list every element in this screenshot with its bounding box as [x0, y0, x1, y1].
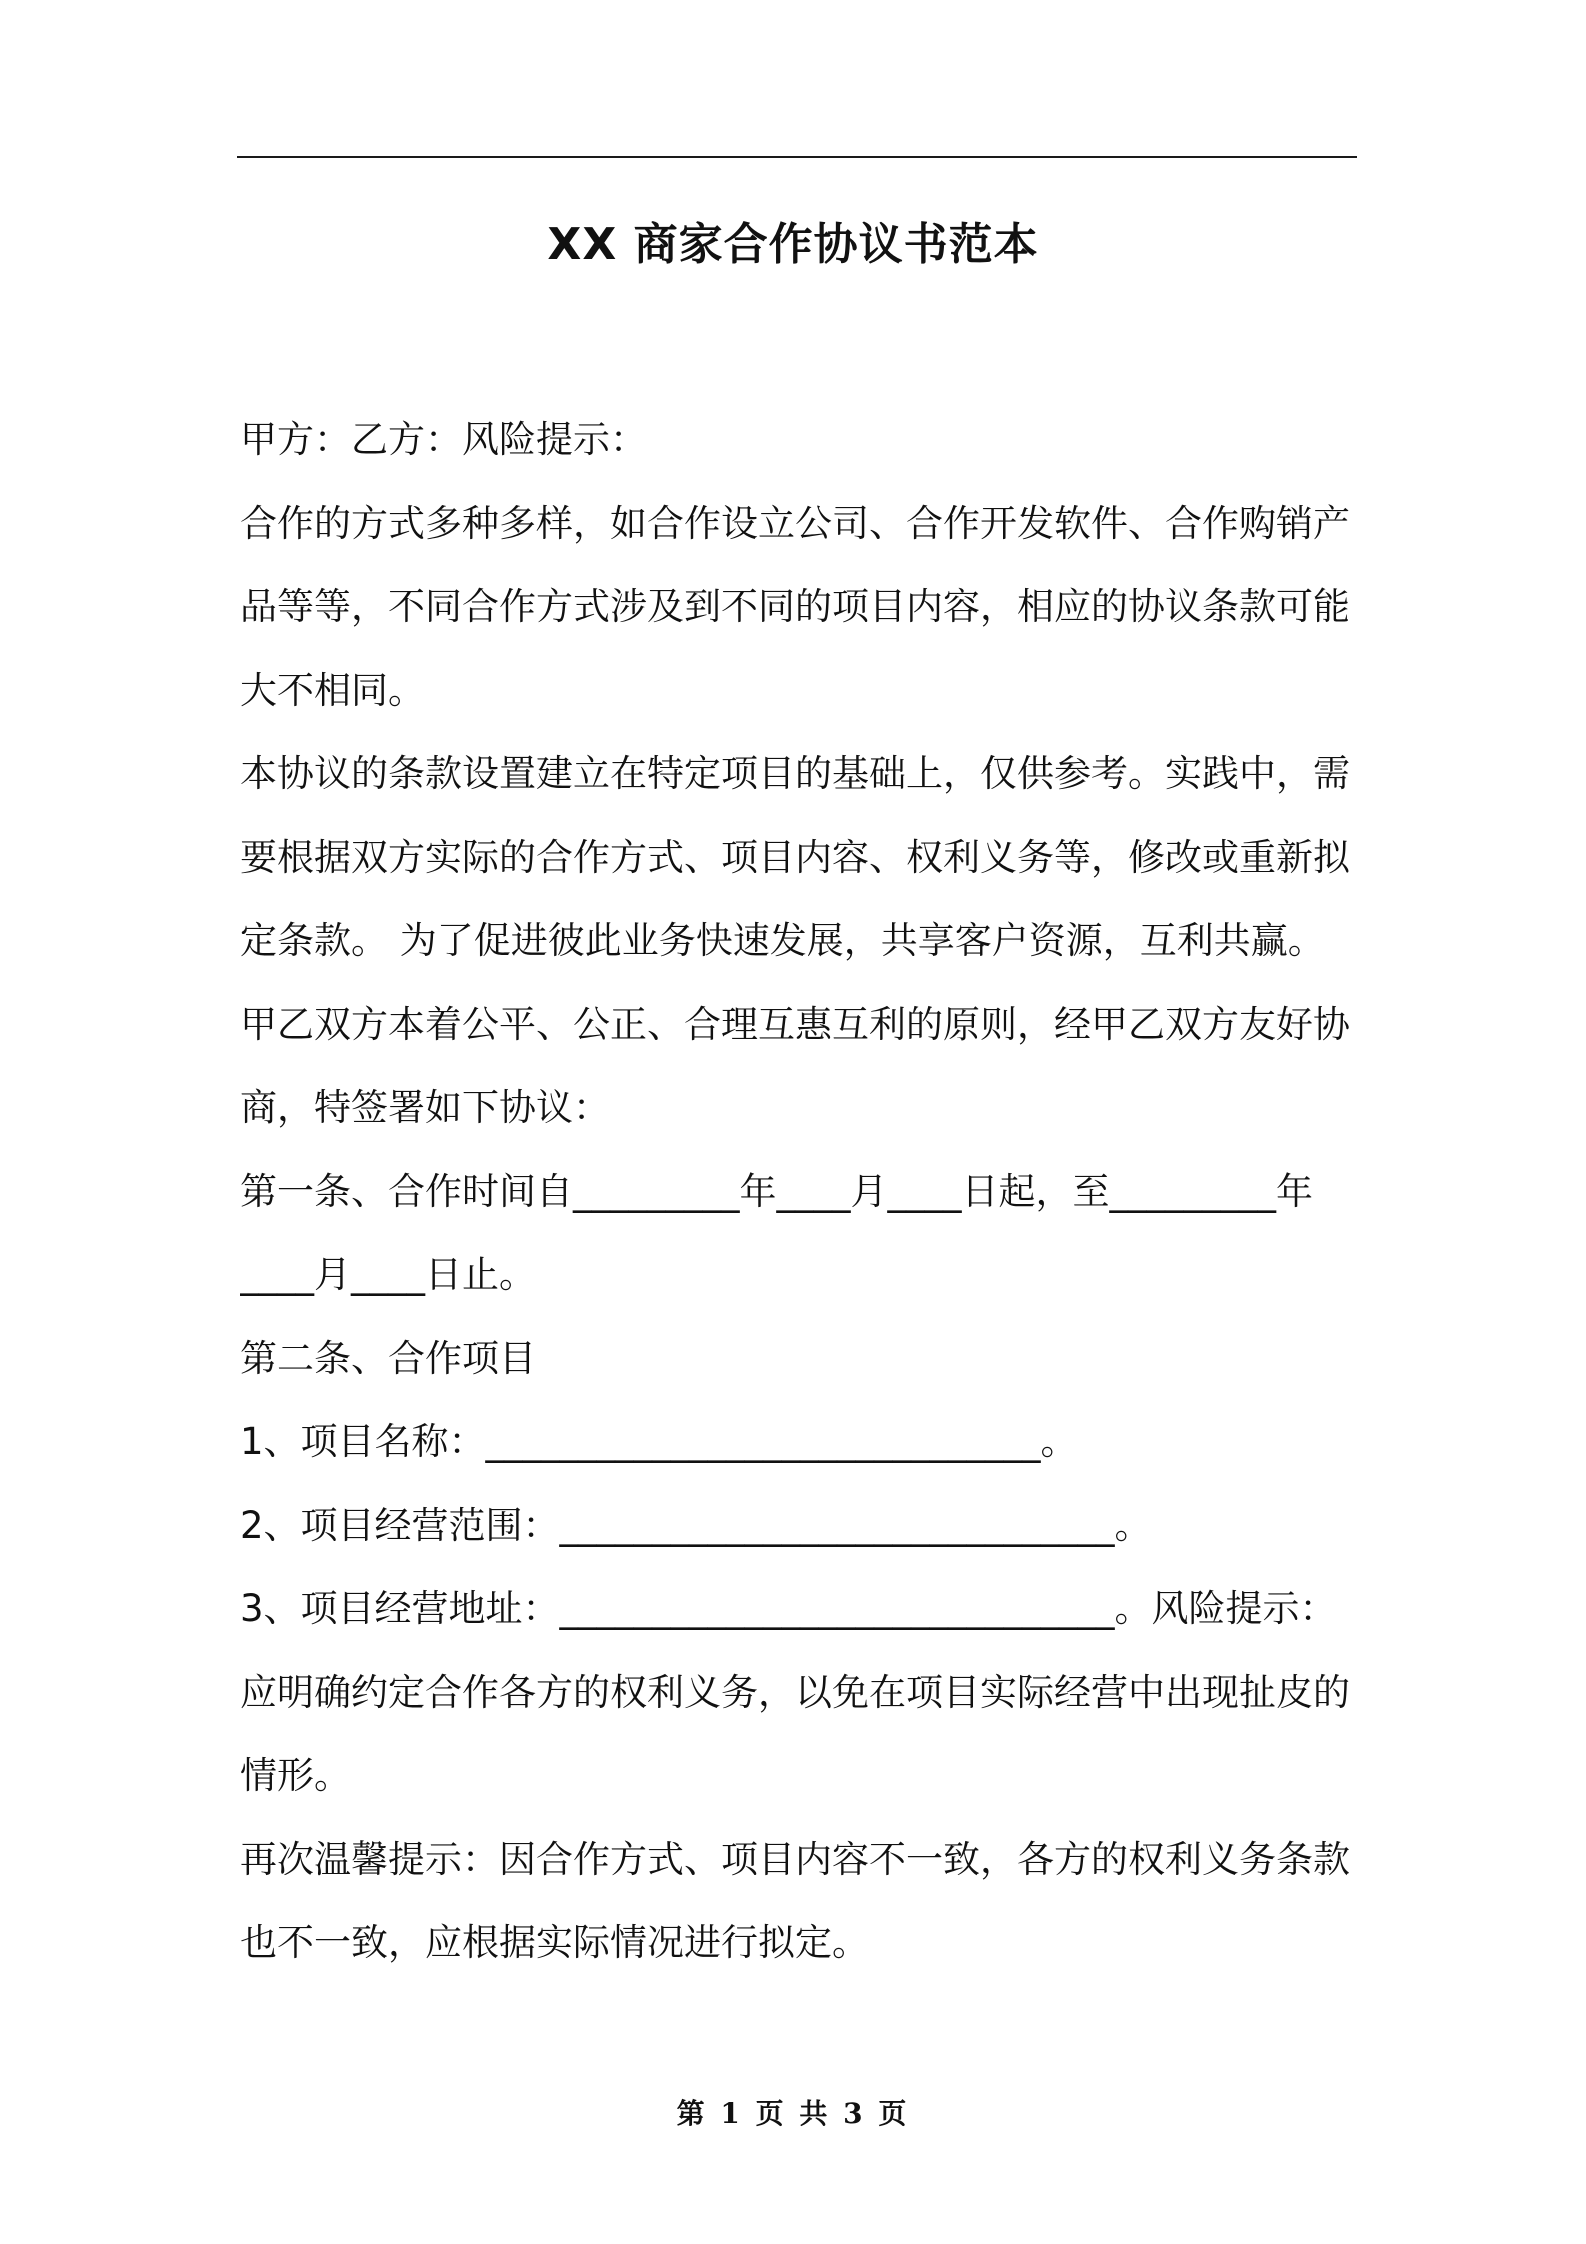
- body-line: 品等等，不同合作方式涉及到不同的项目内容，相应的协议条款可能: [240, 585, 1350, 628]
- body-line: 第二条、合作项目: [240, 1336, 536, 1380]
- body-line: 甲乙双方本着公平、公正、合理互惠互利的原则，经甲乙双方友好协: [240, 1002, 1350, 1046]
- document-title: XX 商家合作协议书范本: [547, 219, 1039, 270]
- body-line: 情形。: [240, 1754, 351, 1797]
- body-line: 再次温馨提示：因合作方式、项目内容不一致，各方的权利义务条款: [240, 1837, 1350, 1881]
- document-body: [240, 410, 1360, 1997]
- body-line: 商，特签署如下协议：: [240, 1086, 610, 1129]
- body-line: 第一条、合作时间自_________年____月____日起，至_________年: [240, 1169, 1313, 1213]
- body-line: ____月____日止。: [240, 1253, 536, 1296]
- body-line: 2、项目经营范围：______________________________。: [240, 1503, 1152, 1547]
- body-line: 本协议的条款设置建立在特定项目的基础上，仅供参考。实践中，需: [240, 752, 1350, 795]
- body-line: 定条款。 为了促进彼此业务快速发展，共享客户资源，互利共赢。: [240, 919, 1325, 962]
- body-line: 应明确约定合作各方的权利义务，以免在项目实际经营中出现扯皮的: [240, 1670, 1350, 1714]
- body-line: 1、项目名称：______________________________。: [240, 1420, 1078, 1463]
- page-number: 第 1 页 共 3 页: [676, 2097, 910, 2130]
- body-line: 合作的方式多种多样，如合作设立公司、合作开发软件、合作购销产: [240, 501, 1350, 545]
- body-line: 也不一致，应根据实际情况进行拟定。: [240, 1921, 869, 1964]
- body-line: 甲方：乙方：风险提示：: [240, 418, 647, 461]
- body-line: 大不相同。: [240, 668, 425, 712]
- body-line: 要根据双方实际的合作方式、项目内容、权利义务等，修改或重新拟: [240, 835, 1350, 879]
- header-rule: [237, 156, 1357, 158]
- body-line: 3、项目经营地址：______________________________。风险提示：: [240, 1587, 1337, 1630]
